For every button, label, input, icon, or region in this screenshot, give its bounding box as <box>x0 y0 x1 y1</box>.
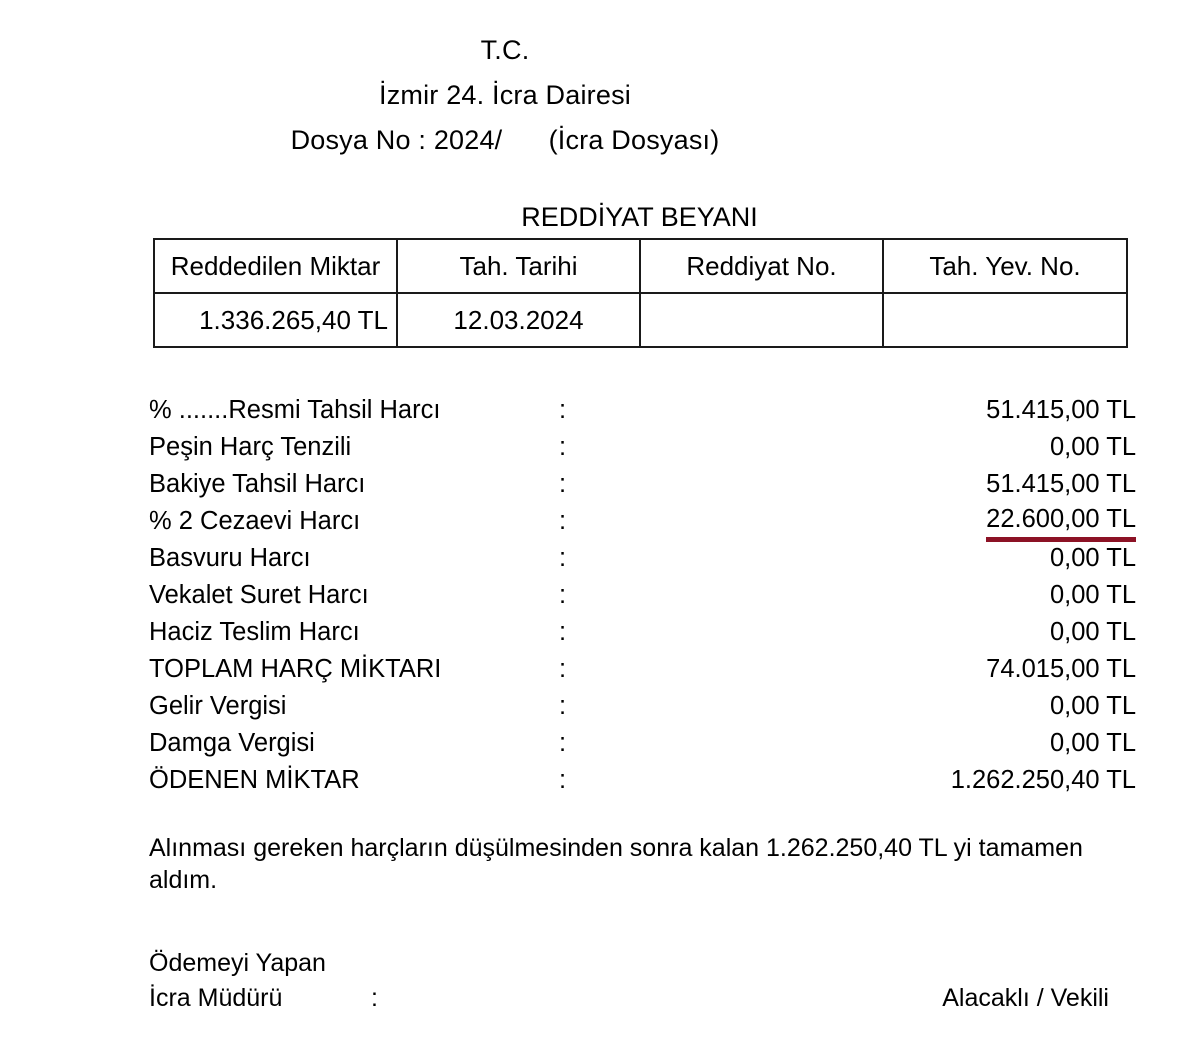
table-row <box>154 293 1127 347</box>
fee-value: 0,00 TL <box>1049 692 1136 720</box>
fee-label: Haciz Teslim Harcı <box>149 618 360 646</box>
header-republic-line: T.C. <box>480 35 530 65</box>
fee-value: 0,00 TL <box>1049 581 1136 609</box>
fee-value-underlined: 22.600,00 TL <box>986 503 1136 542</box>
fee-row <box>149 614 1136 651</box>
fee-label: ÖDENEN MİKTAR <box>149 766 360 794</box>
fee-value: 51.415,00 TL <box>986 396 1136 424</box>
fee-row <box>149 725 1136 762</box>
column-header-refund-no: Reddiyat No. <box>640 239 883 293</box>
payer-title-line1: Ödemeyi Yapan <box>149 949 326 977</box>
fee-separator: : <box>559 470 567 498</box>
fee-row-total <box>149 651 1136 688</box>
fee-row-paid-amount <box>149 762 1136 799</box>
column-header-collection-journal-no: Tah. Yev. No. <box>883 239 1127 293</box>
fee-separator: : <box>559 581 567 609</box>
header-file-number-line: Dosya No : 2024/ (İcra Dosyası) <box>290 125 720 155</box>
fee-value: 1.262.250,40 TL <box>950 766 1136 794</box>
payer-title-line2: İcra Müdürü <box>149 984 283 1012</box>
fee-row <box>149 688 1136 725</box>
document-header <box>0 28 1010 163</box>
fee-row <box>149 392 1136 429</box>
fee-separator: : <box>559 655 567 683</box>
fee-label: Basvuru Harcı <box>149 544 311 572</box>
fee-separator: : <box>559 766 567 794</box>
fee-separator: : <box>559 729 567 757</box>
fee-separator: : <box>559 544 567 572</box>
section-title: REDDİYAT BEYANI <box>521 202 758 232</box>
cell-refund-no <box>640 293 883 347</box>
fee-separator: : <box>559 618 567 646</box>
fee-label: % 2 Cezaevi Harcı <box>149 507 361 535</box>
fee-label: Vekalet Suret Harcı <box>149 581 369 609</box>
fee-label: Peşin Harç Tenzili <box>149 433 352 461</box>
fee-value: 0,00 TL <box>1049 433 1136 461</box>
fee-row <box>149 466 1136 503</box>
fee-value: 0,00 TL <box>1049 729 1136 757</box>
fee-separator: : <box>559 692 567 720</box>
payer-block <box>149 946 326 1016</box>
fee-label: % .......Resmi Tahsil Harcı <box>149 396 441 424</box>
fee-row-highlighted <box>149 503 1136 540</box>
cell-rejected-amount: 1.336.265,40 TL <box>154 293 397 347</box>
fee-separator: : <box>559 433 567 461</box>
fee-row <box>149 577 1136 614</box>
declaration-table <box>153 238 1128 348</box>
fee-value: 0,00 TL <box>1049 544 1136 572</box>
creditor-signature-label: Alacaklı / Vekili <box>942 984 1109 1012</box>
table-header-row <box>154 239 1127 293</box>
fee-label: Gelir Vergisi <box>149 692 287 720</box>
payer-separator: : <box>371 984 378 1012</box>
fee-value: 0,00 TL <box>1049 618 1136 646</box>
header-office-line: İzmir 24. İcra Dairesi <box>379 80 631 110</box>
fee-value: 74.015,00 TL <box>986 655 1136 683</box>
fee-label: TOPLAM HARÇ MİKTARI <box>149 655 442 683</box>
cell-collection-date: 12.03.2024 <box>397 293 640 347</box>
column-header-rejected-amount: Reddedilen Miktar <box>154 239 397 293</box>
fee-value: 51.415,00 TL <box>986 470 1136 498</box>
fee-row <box>149 540 1136 577</box>
receipt-statement-paragraph: Alınması gereken harçların düşülmesinden sonra kalan 1.262.250,40 TL yi tamamen aldım. <box>149 834 1083 894</box>
fee-separator: : <box>559 507 567 535</box>
fee-row <box>149 429 1136 466</box>
column-header-collection-date: Tah. Tarihi <box>397 239 640 293</box>
fee-label: Bakiye Tahsil Harcı <box>149 470 366 498</box>
fee-breakdown-list <box>149 392 1136 799</box>
cell-collection-journal-no <box>883 293 1127 347</box>
fee-separator: : <box>559 396 567 424</box>
fee-label: Damga Vergisi <box>149 729 315 757</box>
